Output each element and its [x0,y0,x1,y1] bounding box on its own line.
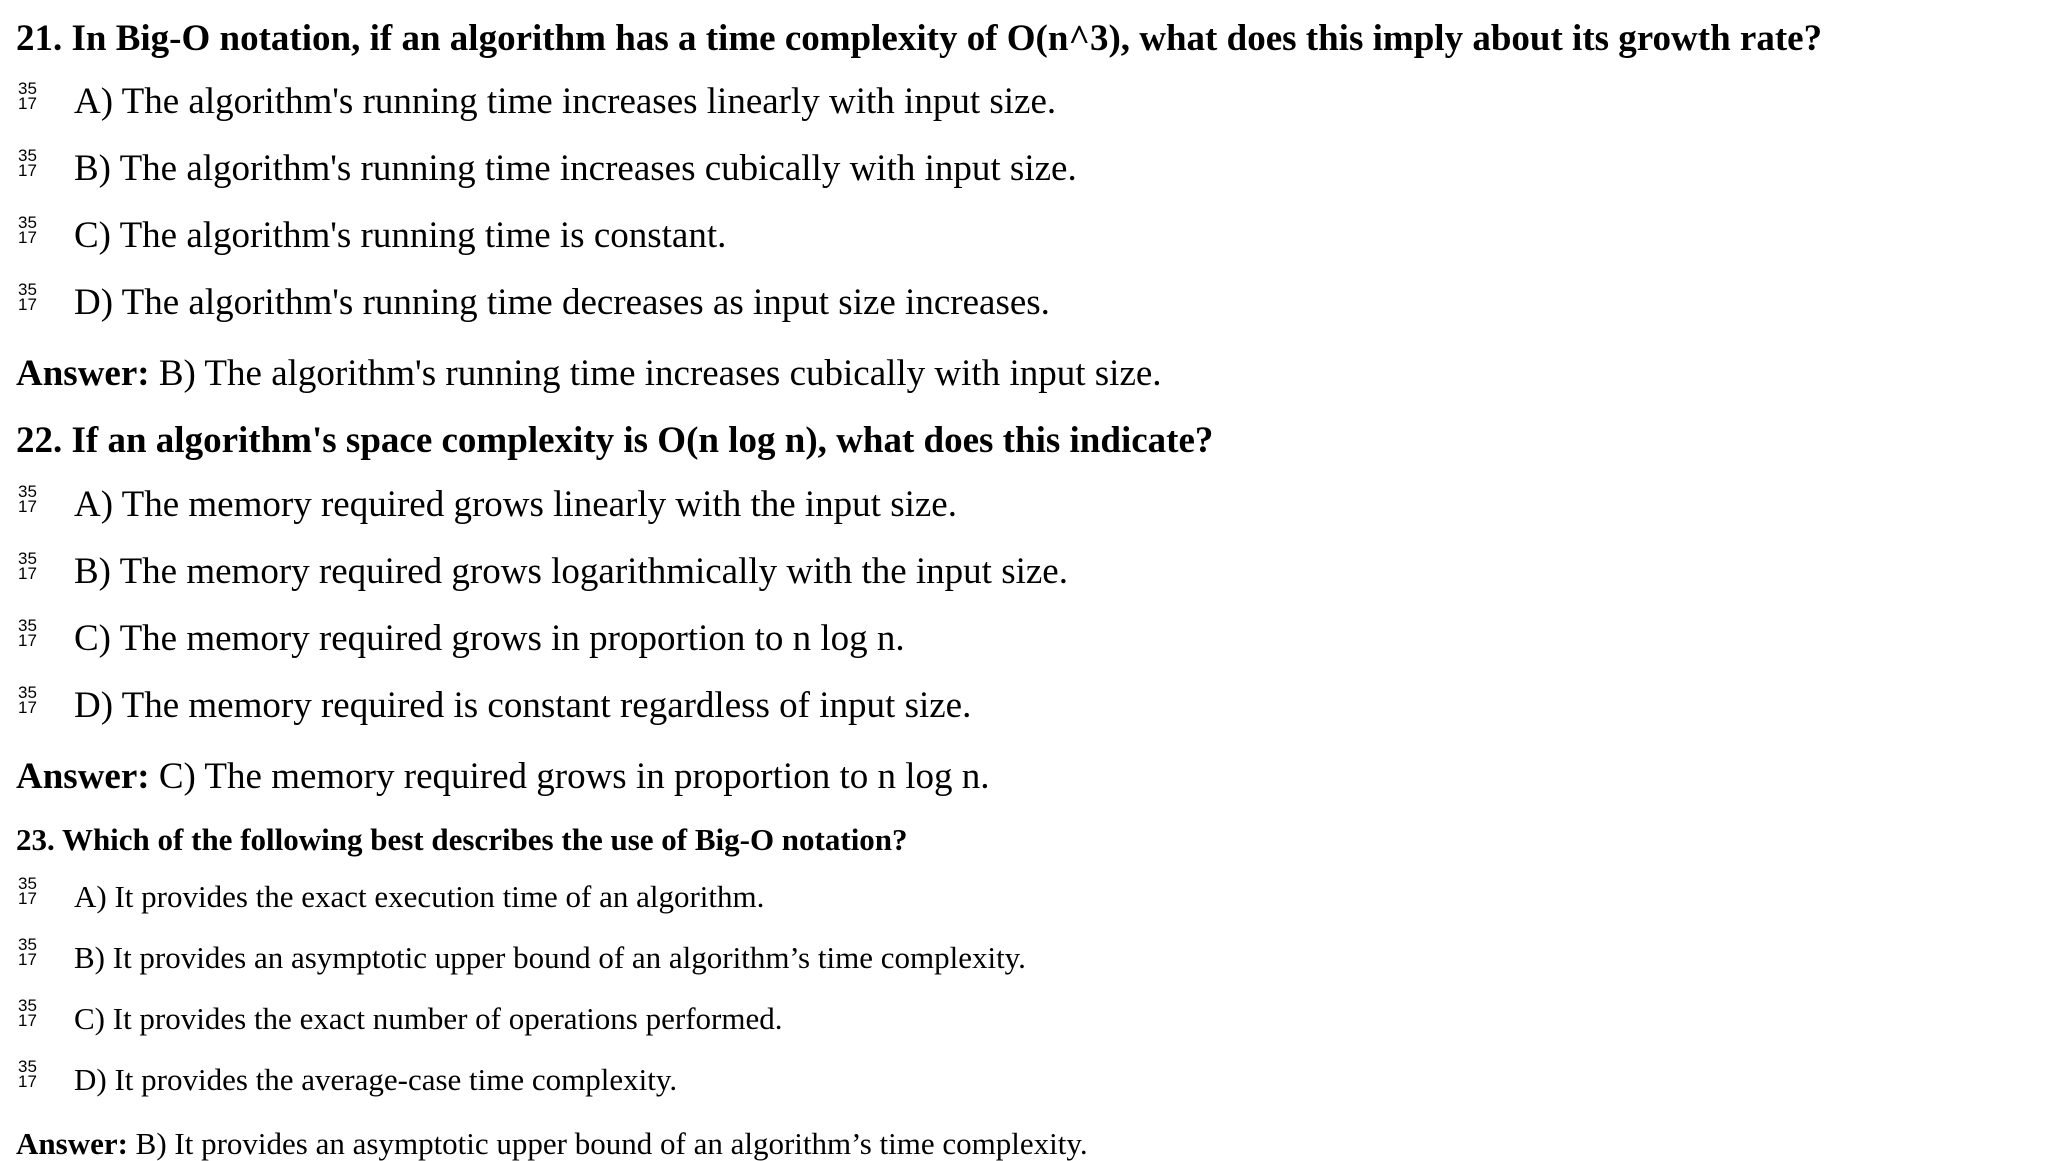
answer-text: B) It provides an asymptotic upper bound of an algorithm’s time complexity. [127,1126,1088,1161]
answer-label: Answer: [16,756,150,797]
question-21-option-d: 35 17 D) The algorithm's running time decreases as input size increases. [18,279,1050,324]
question-22-answer [16,758,990,795]
option-marker: 35 17 [18,873,37,908]
question-22-option-a: 35 17 A) The memory required grows linearly with the input size. [18,481,957,526]
question-22-option-d: 35 17 D) The memory required is constant regardless of input size. [18,682,972,727]
question-22-title: 22. If an algorithm's space complexity is O(n log n), what does this indicate? [16,420,1214,461]
answer-label: Answer: [16,1126,128,1161]
option-marker: 35 17 [18,682,37,717]
question-21-option-c: 35 17 C) The algorithm's running time is constant. [18,212,727,257]
option-marker: 35 17 [18,1056,37,1091]
question-21-option-b: 35 17 B) The algorithm's running time increases cubically with input size. [18,145,1077,190]
option-marker: 35 17 [18,995,37,1030]
option-marker: 35 17 [18,78,37,113]
option-marker: 35 17 [18,615,37,650]
question-22-option-c: 35 17 C) The memory required grows in proportion to n log n. [18,615,905,660]
option-marker: 35 17 [18,145,37,180]
option-marker: 35 17 [18,548,37,583]
question-23-answer [16,1128,1088,1159]
question-23-option-b: 35 17 B) It provides an asymptotic upper bound of an algorithm’s time complexity. [18,934,1026,976]
answer-text: C) The memory required grows in proportion to n log n. [149,756,990,797]
question-21-option-a: 35 17 A) The algorithm's running time increases linearly with input size. [18,78,1057,123]
question-21-title: 21. In Big-O notation, if an algorithm has a time complexity of O(n^3), what does this imply about its growth rate? [16,18,1823,59]
question-23-option-c: 35 17 C) It provides the exact number of operations performed. [18,995,783,1037]
answer-label: Answer: [16,353,150,394]
question-23-title: 23. Which of the following best describes the use of Big-O notation? [16,822,908,857]
question-23-option-d: 35 17 D) It provides the average-case time complexity. [18,1056,678,1098]
question-23-option-a: 35 17 A) It provides the exact execution time of an algorithm. [18,873,765,915]
option-marker: 35 17 [18,212,37,247]
question-21-answer [16,355,1162,392]
option-marker: 35 17 [18,934,37,969]
question-22-option-b: 35 17 B) The memory required grows logarithmically with the input size. [18,548,1068,593]
option-marker: 35 17 [18,481,37,516]
option-marker: 35 17 [18,279,37,314]
answer-text: B) The algorithm's running time increases cubically with input size. [149,353,1162,394]
